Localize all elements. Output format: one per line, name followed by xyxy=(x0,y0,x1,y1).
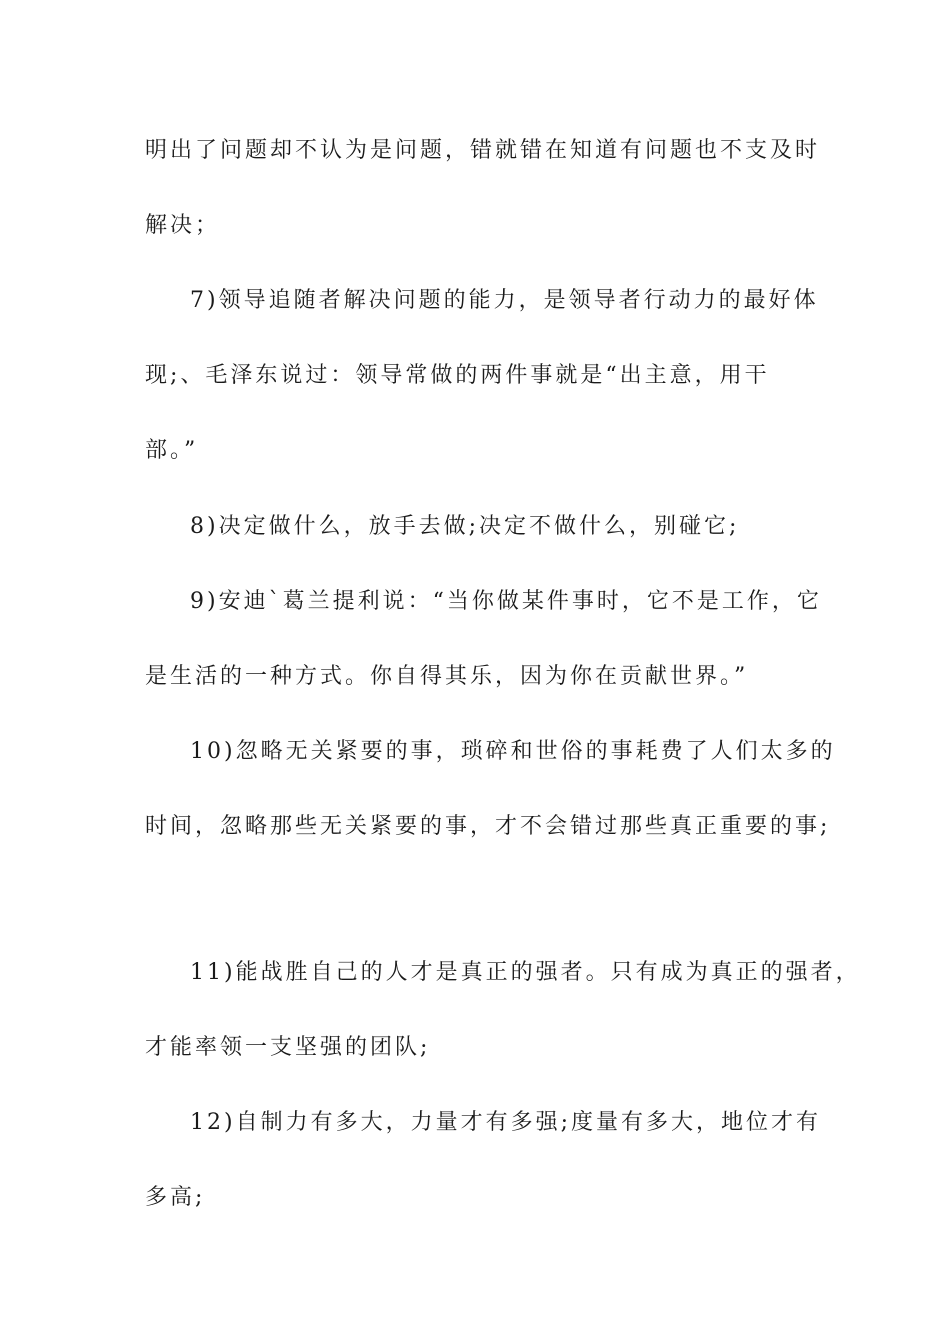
text-line: 7)领导追随者解决问题的能力，是领导者行动力的最好体 xyxy=(190,288,819,313)
text-line: 9)安迪`葛兰提利说：“当你做某件事时，它不是工作，它 xyxy=(190,589,822,614)
text-line: 才能率领一支坚强的团队; xyxy=(145,1035,431,1060)
text-line: 现;、毛泽东说过：领导常做的两件事就是“出主意，用干 xyxy=(145,363,770,388)
text-line: 是生活的一种方式。你自得其乐，因为你在贡献世界。” xyxy=(145,664,749,689)
text-line: 时间，忽略那些无关紧要的事，才不会错过那些真正重要的事; xyxy=(145,814,831,839)
text-line: 解决； xyxy=(145,213,221,238)
text-line: 12)自制力有多大，力量才有多强;度量有多大，地位才有 xyxy=(190,1110,821,1135)
text-line: 10)忽略无关紧要的事，琐碎和世俗的事耗费了人们太多的 xyxy=(190,739,836,764)
text-line: 明出了问题却不认为是问题，错就错在知道有问题也不支及时 xyxy=(145,138,821,163)
text-line: 11)能战胜自己的人才是真正的强者。只有成为真正的强者， xyxy=(190,960,861,985)
text-line: 多高; xyxy=(145,1185,206,1210)
text-line: 8)决定做什么，放手去做;决定不做什么，别碰它; xyxy=(190,514,740,539)
text-line: 部。” xyxy=(145,438,199,463)
